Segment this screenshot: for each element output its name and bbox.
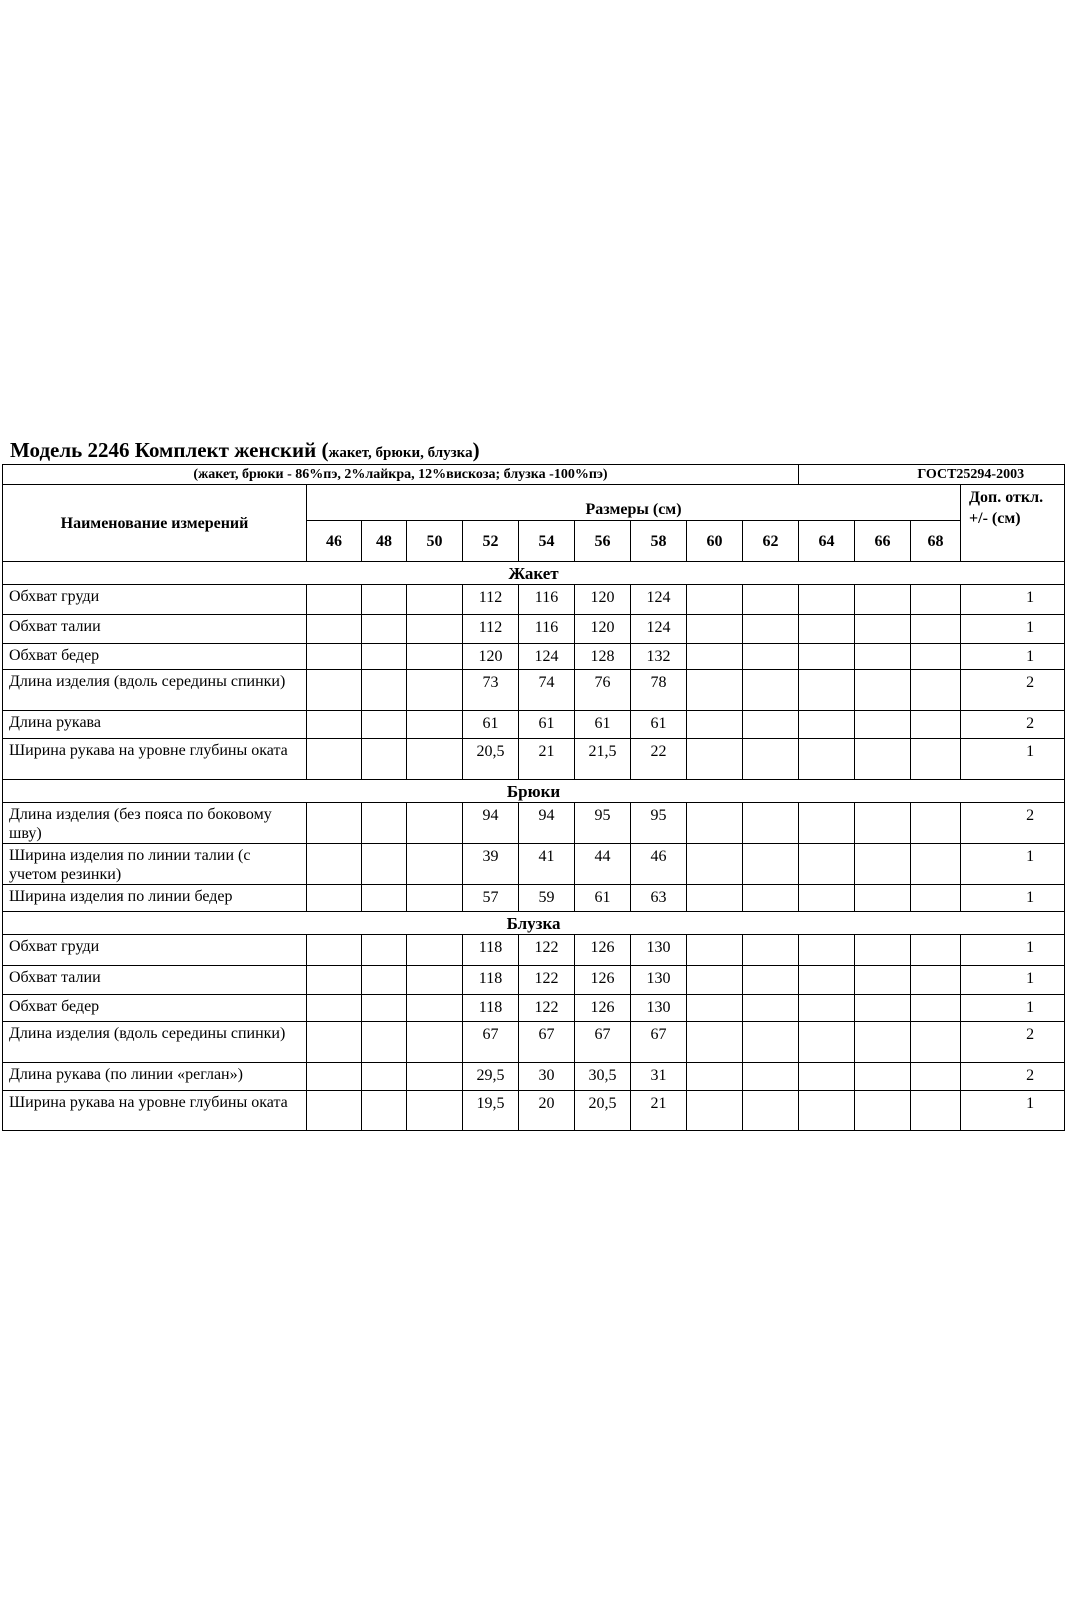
- size-value-cell: [687, 711, 743, 739]
- tolerance-cell: 1: [961, 995, 1065, 1022]
- size-value-cell: [911, 711, 961, 739]
- size-value-cell: 22: [631, 739, 687, 780]
- size-value-cell: 61: [575, 885, 631, 912]
- size-value-cell: [687, 644, 743, 670]
- size-value-cell: 31: [631, 1063, 687, 1091]
- measurement-name: Ширина изделия по линии бедер: [3, 885, 307, 912]
- size-value-cell: 116: [519, 585, 575, 615]
- size-header-cell: 66: [855, 521, 911, 562]
- tolerance-cell: 1: [961, 644, 1065, 670]
- size-value-cell: [911, 995, 961, 1022]
- size-value-cell: [743, 1063, 799, 1091]
- size-value-cell: [307, 885, 362, 912]
- size-value-cell: 130: [631, 995, 687, 1022]
- size-value-cell: [799, 935, 855, 966]
- size-value-cell: 120: [575, 615, 631, 644]
- size-value-cell: [407, 966, 463, 995]
- size-value-cell: 116: [519, 615, 575, 644]
- size-value-cell: 73: [463, 670, 519, 711]
- size-value-cell: 118: [463, 966, 519, 995]
- tolerance-cell: 2: [961, 711, 1065, 739]
- size-value-cell: 94: [463, 803, 519, 844]
- size-value-cell: [362, 885, 407, 912]
- size-value-cell: 94: [519, 803, 575, 844]
- size-value-cell: 19,5: [463, 1091, 519, 1131]
- size-value-cell: [743, 935, 799, 966]
- size-value-cell: [307, 935, 362, 966]
- size-value-cell: 126: [575, 935, 631, 966]
- size-value-cell: [855, 644, 911, 670]
- size-value-cell: [687, 1022, 743, 1063]
- size-value-cell: [743, 995, 799, 1022]
- size-value-cell: 120: [575, 585, 631, 615]
- size-value-cell: [911, 1022, 961, 1063]
- size-value-cell: [799, 803, 855, 844]
- size-value-cell: [799, 615, 855, 644]
- size-value-cell: [362, 711, 407, 739]
- size-value-cell: [799, 885, 855, 912]
- size-value-cell: 118: [463, 995, 519, 1022]
- size-value-cell: 132: [631, 644, 687, 670]
- measurement-name: Длина изделия (вдоль середины спинки): [3, 1022, 307, 1063]
- header-row: [3, 485, 1065, 521]
- size-header-cell: 68: [911, 521, 961, 562]
- size-value-cell: [743, 803, 799, 844]
- size-value-cell: [799, 844, 855, 885]
- size-value-cell: [362, 844, 407, 885]
- measurement-name: Длина изделия (вдоль середины спинки): [3, 670, 307, 711]
- size-value-cell: [911, 615, 961, 644]
- size-value-cell: 61: [631, 711, 687, 739]
- size-value-cell: [911, 1091, 961, 1131]
- size-value-cell: [407, 739, 463, 780]
- size-value-cell: [407, 585, 463, 615]
- title-close: ): [472, 438, 480, 462]
- tolerance-cell: 2: [961, 670, 1065, 711]
- size-value-cell: [407, 995, 463, 1022]
- size-value-cell: [307, 995, 362, 1022]
- size-value-cell: [362, 585, 407, 615]
- measurement-name: Длина изделия (без пояса по боковому шву): [3, 803, 307, 844]
- section-row: [3, 780, 1065, 803]
- tolerance-cell: 1: [961, 615, 1065, 644]
- size-value-cell: 57: [463, 885, 519, 912]
- size-value-cell: [307, 585, 362, 615]
- size-value-cell: 120: [463, 644, 519, 670]
- table-row: [3, 935, 1065, 966]
- size-value-cell: [799, 1063, 855, 1091]
- size-value-cell: 39: [463, 844, 519, 885]
- size-value-cell: [855, 844, 911, 885]
- table-row: [3, 844, 1065, 885]
- size-value-cell: [855, 803, 911, 844]
- size-value-cell: 67: [631, 1022, 687, 1063]
- title-main: Модель 2246 Комплект женский (: [10, 438, 329, 462]
- size-value-cell: [855, 1022, 911, 1063]
- size-value-cell: 122: [519, 935, 575, 966]
- size-value-cell: [687, 1091, 743, 1131]
- size-value-cell: [743, 966, 799, 995]
- size-value-cell: [307, 1022, 362, 1063]
- table-row: [3, 995, 1065, 1022]
- size-value-cell: 122: [519, 966, 575, 995]
- size-header-cell: 52: [463, 521, 519, 562]
- size-value-cell: 124: [631, 585, 687, 615]
- table-row: [3, 670, 1065, 711]
- size-value-cell: [855, 1063, 911, 1091]
- size-header-cell: 48: [362, 521, 407, 562]
- size-value-cell: [407, 644, 463, 670]
- size-value-cell: [911, 966, 961, 995]
- size-value-cell: [743, 644, 799, 670]
- tolerance-cell: 2: [961, 1022, 1065, 1063]
- table-row: [3, 966, 1065, 995]
- table-row: [3, 803, 1065, 844]
- size-header-cell: 54: [519, 521, 575, 562]
- size-value-cell: [911, 844, 961, 885]
- size-value-cell: [743, 844, 799, 885]
- size-chart-table: [2, 464, 1065, 1131]
- size-value-cell: [307, 644, 362, 670]
- size-value-cell: 59: [519, 885, 575, 912]
- size-value-cell: 30: [519, 1063, 575, 1091]
- size-value-cell: 122: [519, 995, 575, 1022]
- size-value-cell: [687, 1063, 743, 1091]
- table-row: [3, 1091, 1065, 1131]
- size-value-cell: [407, 670, 463, 711]
- size-value-cell: [799, 966, 855, 995]
- size-value-cell: [407, 1022, 463, 1063]
- measurement-name: Обхват бедер: [3, 644, 307, 670]
- size-value-cell: [307, 670, 362, 711]
- tolerance-cell: 2: [961, 1063, 1065, 1091]
- size-value-cell: [307, 739, 362, 780]
- size-value-cell: [687, 670, 743, 711]
- size-value-cell: [687, 844, 743, 885]
- measurement-name: Обхват талии: [3, 615, 307, 644]
- tolerance-cell: 1: [961, 935, 1065, 966]
- size-value-cell: [743, 885, 799, 912]
- size-value-cell: 118: [463, 935, 519, 966]
- section-title: Блузка: [3, 912, 1065, 935]
- size-value-cell: 124: [519, 644, 575, 670]
- size-value-cell: [307, 711, 362, 739]
- size-value-cell: [799, 585, 855, 615]
- size-value-cell: 112: [463, 615, 519, 644]
- size-value-cell: [687, 615, 743, 644]
- table-row: [3, 1022, 1065, 1063]
- size-value-cell: [362, 803, 407, 844]
- size-value-cell: [687, 739, 743, 780]
- table-row: [3, 585, 1065, 615]
- size-value-cell: [407, 844, 463, 885]
- size-header-cell: 62: [743, 521, 799, 562]
- size-value-cell: 78: [631, 670, 687, 711]
- size-value-cell: [407, 885, 463, 912]
- size-value-cell: 63: [631, 885, 687, 912]
- measurement-name: Обхват груди: [3, 585, 307, 615]
- size-value-cell: [362, 1091, 407, 1131]
- size-value-cell: [855, 739, 911, 780]
- size-value-cell: 20,5: [463, 739, 519, 780]
- size-value-cell: [362, 1063, 407, 1091]
- size-value-cell: 74: [519, 670, 575, 711]
- size-value-cell: 21: [519, 739, 575, 780]
- size-value-cell: 44: [575, 844, 631, 885]
- table-row: [3, 711, 1065, 739]
- size-value-cell: 124: [631, 615, 687, 644]
- size-value-cell: [407, 615, 463, 644]
- size-value-cell: 21: [631, 1091, 687, 1131]
- size-value-cell: [687, 995, 743, 1022]
- size-value-cell: [855, 995, 911, 1022]
- size-value-cell: [911, 644, 961, 670]
- size-value-cell: [911, 585, 961, 615]
- size-value-cell: 41: [519, 844, 575, 885]
- size-value-cell: 46: [631, 844, 687, 885]
- size-value-cell: [855, 935, 911, 966]
- size-value-cell: [855, 966, 911, 995]
- size-value-cell: [687, 966, 743, 995]
- size-value-cell: [687, 885, 743, 912]
- size-value-cell: [799, 739, 855, 780]
- size-value-cell: [855, 711, 911, 739]
- measurement-name-header: Наименование измерений: [3, 485, 307, 562]
- size-value-cell: [307, 615, 362, 644]
- composition-row: [3, 465, 1065, 485]
- size-value-cell: 30,5: [575, 1063, 631, 1091]
- size-value-cell: [743, 585, 799, 615]
- tolerance-cell: 1: [961, 739, 1065, 780]
- size-value-cell: [911, 935, 961, 966]
- size-value-cell: [407, 935, 463, 966]
- size-value-cell: [743, 711, 799, 739]
- size-value-cell: [855, 1091, 911, 1131]
- size-value-cell: [687, 803, 743, 844]
- measurement-name: Длина рукава (по линии «реглан»): [3, 1063, 307, 1091]
- size-value-cell: [307, 966, 362, 995]
- size-value-cell: [743, 739, 799, 780]
- size-header-cell: 58: [631, 521, 687, 562]
- tolerance-cell: 1: [961, 1091, 1065, 1131]
- measurement-name: Длина рукава: [3, 711, 307, 739]
- size-value-cell: [307, 803, 362, 844]
- title-garments: жакет, брюки, блузка: [328, 445, 473, 461]
- document-title: [10, 438, 480, 463]
- size-value-cell: [855, 585, 911, 615]
- measurement-name: Обхват груди: [3, 935, 307, 966]
- size-value-cell: 126: [575, 995, 631, 1022]
- size-value-cell: [407, 1063, 463, 1091]
- size-header-cell: 56: [575, 521, 631, 562]
- size-value-cell: [743, 615, 799, 644]
- size-value-cell: [855, 885, 911, 912]
- size-value-cell: [362, 995, 407, 1022]
- size-value-cell: 95: [575, 803, 631, 844]
- section-title: Брюки: [3, 780, 1065, 803]
- measurement-name: Ширина рукава на уровне глубины оката: [3, 1091, 307, 1131]
- size-value-cell: [407, 711, 463, 739]
- size-value-cell: 20: [519, 1091, 575, 1131]
- size-value-cell: [799, 1022, 855, 1063]
- size-header-cell: 60: [687, 521, 743, 562]
- size-value-cell: [911, 739, 961, 780]
- size-value-cell: 61: [463, 711, 519, 739]
- size-value-cell: [799, 644, 855, 670]
- tolerance-cell: 2: [961, 803, 1065, 844]
- size-value-cell: [911, 803, 961, 844]
- size-value-cell: 112: [463, 585, 519, 615]
- size-header-cell: 46: [307, 521, 362, 562]
- size-value-cell: 67: [463, 1022, 519, 1063]
- tolerance-cell: 1: [961, 585, 1065, 615]
- measurement-name: Обхват талии: [3, 966, 307, 995]
- size-value-cell: [687, 585, 743, 615]
- size-value-cell: [911, 885, 961, 912]
- size-value-cell: 95: [631, 803, 687, 844]
- table-row: [3, 885, 1065, 912]
- size-value-cell: [362, 670, 407, 711]
- size-value-cell: [307, 844, 362, 885]
- table-row: [3, 1063, 1065, 1091]
- size-value-cell: 61: [575, 711, 631, 739]
- size-value-cell: [687, 935, 743, 966]
- size-value-cell: 130: [631, 935, 687, 966]
- measurement-name: Обхват бедер: [3, 995, 307, 1022]
- size-value-cell: 128: [575, 644, 631, 670]
- size-value-cell: [307, 1063, 362, 1091]
- size-value-cell: [855, 670, 911, 711]
- tolerance-cell: 1: [961, 844, 1065, 885]
- size-value-cell: 21,5: [575, 739, 631, 780]
- tolerance-header: Доп. откл. +/- (см): [961, 485, 1065, 562]
- sizes-header: Размеры (см): [307, 485, 961, 521]
- size-value-cell: [743, 1022, 799, 1063]
- size-value-cell: [407, 803, 463, 844]
- table-row: [3, 739, 1065, 780]
- size-value-cell: [362, 966, 407, 995]
- standard-text: ГОСТ25294-2003: [799, 465, 1065, 485]
- size-value-cell: [362, 615, 407, 644]
- section-row: [3, 912, 1065, 935]
- size-value-cell: [307, 1091, 362, 1131]
- size-value-cell: 67: [519, 1022, 575, 1063]
- size-value-cell: [743, 1091, 799, 1131]
- composition-text: (жакет, брюки - 86%пэ, 2%лайкра, 12%вискоза; блузка -100%пэ): [3, 465, 799, 485]
- size-value-cell: 130: [631, 966, 687, 995]
- size-value-cell: [407, 1091, 463, 1131]
- section-title: Жакет: [3, 562, 1065, 585]
- measurement-name: Ширина изделия по линии талии (с учетом резинки): [3, 844, 307, 885]
- size-value-cell: 20,5: [575, 1091, 631, 1131]
- section-row: [3, 562, 1065, 585]
- size-value-cell: [743, 670, 799, 711]
- size-value-cell: 76: [575, 670, 631, 711]
- size-value-cell: [362, 739, 407, 780]
- size-value-cell: [799, 670, 855, 711]
- size-value-cell: [362, 1022, 407, 1063]
- size-value-cell: 126: [575, 966, 631, 995]
- size-value-cell: [362, 935, 407, 966]
- table-row: [3, 644, 1065, 670]
- size-header-cell: 64: [799, 521, 855, 562]
- tolerance-cell: 1: [961, 966, 1065, 995]
- tolerance-cell: 1: [961, 885, 1065, 912]
- size-header-cell: 50: [407, 521, 463, 562]
- size-value-cell: [799, 1091, 855, 1131]
- measurement-name: Ширина рукава на уровне глубины оката: [3, 739, 307, 780]
- size-value-cell: [799, 711, 855, 739]
- size-value-cell: 67: [575, 1022, 631, 1063]
- size-value-cell: [911, 670, 961, 711]
- size-value-cell: 61: [519, 711, 575, 739]
- size-value-cell: 29,5: [463, 1063, 519, 1091]
- table-row: [3, 615, 1065, 644]
- size-value-cell: [855, 615, 911, 644]
- size-value-cell: [362, 644, 407, 670]
- size-value-cell: [799, 995, 855, 1022]
- size-value-cell: [911, 1063, 961, 1091]
